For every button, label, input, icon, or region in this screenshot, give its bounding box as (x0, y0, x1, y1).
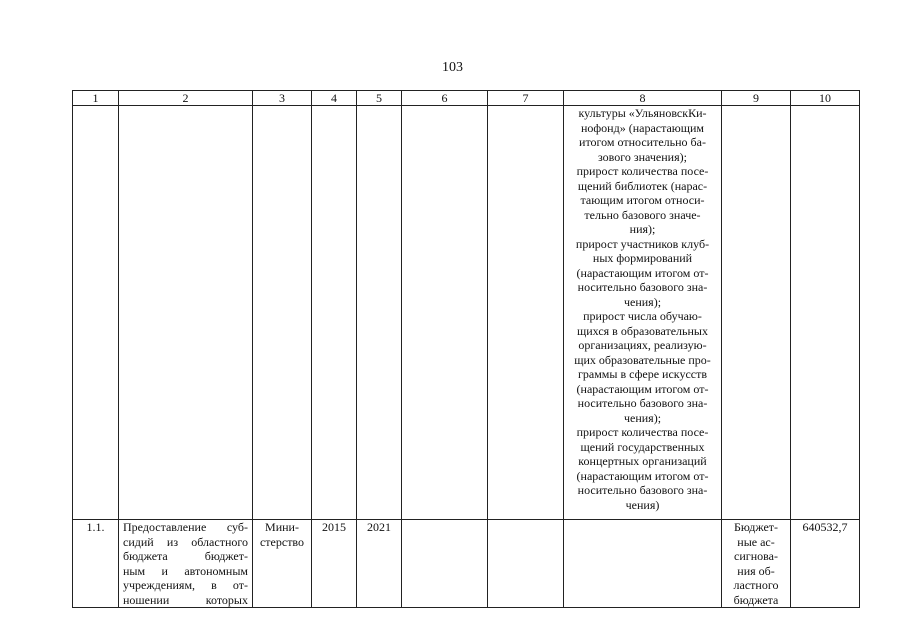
indicator-text-line: прирост числа обучаю- (583, 309, 702, 323)
indicator-text-line: прирост количества посе- (576, 164, 709, 178)
cell-col-1 (73, 106, 119, 520)
indicator-text-line: нофонд» (нарастающим (580, 120, 705, 135)
table-row-continued (73, 106, 860, 520)
funding-source-line: ния об- (737, 563, 775, 578)
header-col-4: 4 (312, 91, 357, 106)
indicator-text-line: итогом относительно ба- (579, 135, 706, 149)
indicator-text-line: ния); (629, 222, 656, 236)
executor-cell (253, 520, 312, 608)
indicator-text-line: носительно базового зна- (577, 396, 708, 410)
start-year: 2015 (312, 520, 357, 608)
funding-source-line: сигнова- (734, 549, 778, 563)
cell-col-8 (564, 520, 722, 608)
indicator-text-line: (нарастающим итогом от- (576, 265, 709, 280)
indicator-text-line: организациях, реализую- (578, 338, 707, 352)
funding-source-line: Бюджет- (733, 520, 779, 534)
description-text-line: бюджета бюджет- (123, 549, 248, 563)
indicator-text-line: щений библиотек (нарас- (577, 178, 708, 193)
indicator-text-line: щих образовательные про- (574, 352, 711, 367)
indicator-text-line: носительно базового зна- (577, 483, 708, 497)
cell-col-6 (402, 520, 488, 608)
program-table (72, 90, 860, 608)
header-col-5: 5 (357, 91, 402, 106)
cell-col-7 (488, 520, 564, 608)
row-number: 1.1. (73, 520, 119, 608)
indicators-cell (564, 106, 722, 520)
cell-col-3 (253, 106, 312, 520)
header-row (73, 91, 860, 106)
cell-col-7 (488, 106, 564, 520)
indicator-text-line: чения); (623, 294, 662, 309)
end-year: 2021 (357, 520, 402, 608)
cell-col-6 (402, 106, 488, 520)
funding-source (722, 520, 791, 608)
indicator-text-line: ных формирований (592, 251, 693, 265)
description-text-line: ным и автономным (123, 563, 248, 578)
cell-col-10 (791, 106, 860, 520)
indicator-text-line: концертных организаций (578, 454, 707, 468)
header-col-1: 1 (73, 91, 119, 106)
header-col-6: 6 (402, 91, 488, 106)
header-col-9: 9 (722, 91, 791, 106)
funding-source-line: ные ас- (737, 534, 775, 549)
header-col-3: 3 (253, 91, 312, 106)
cell-col-2 (119, 106, 253, 520)
executor-text-line: стерство (259, 534, 305, 549)
header-col-8: 8 (564, 91, 722, 106)
funding-amount: 640532,7 (791, 520, 860, 608)
funding-source-line: ластного (733, 578, 779, 592)
indicator-text-line: прирост участников клуб- (575, 236, 710, 251)
indicator-text-line: щений государственных (580, 439, 705, 454)
executor-text-line: Мини- (265, 520, 299, 534)
cell-col-5 (357, 106, 402, 520)
indicator-text-line: чения); (623, 410, 662, 425)
indicator-text-line: зового значения); (598, 149, 687, 164)
indicator-text-line: (нарастающим итогом от- (576, 381, 709, 396)
header-col-10: 10 (791, 91, 860, 106)
header-col-2: 2 (119, 91, 253, 106)
indicator-text-line: прирост количества посе- (576, 425, 709, 439)
description-text-line: Предоставление суб- (123, 520, 248, 534)
cell-col-9 (722, 106, 791, 520)
indicator-text-line: тельно базового значе- (584, 207, 701, 222)
indicator-text-line: граммы в сфере искусств (577, 367, 708, 381)
table-row-1-1 (73, 520, 860, 608)
page-number: 103 (442, 60, 463, 75)
indicator-text-line: тающим итогом относи- (580, 193, 705, 207)
funding-source-line: бюджета (733, 592, 779, 607)
indicator-text-line: щихся в образовательных (577, 323, 708, 338)
cell-col-4 (312, 106, 357, 520)
indicator-text-line: (нарастающим итогом от- (576, 468, 709, 483)
indicator-text-line: чения) (625, 497, 660, 512)
description-text-line: учреждениям, в от- (123, 578, 248, 592)
description-text-line: ношении которых (123, 592, 248, 607)
indicator-text-line: культуры «УльяновскКи- (578, 106, 707, 120)
header-col-7: 7 (488, 91, 564, 106)
activity-description (119, 520, 253, 608)
description-text-line: сидий из областного (123, 534, 248, 549)
indicator-text-line: носительно базового зна- (577, 280, 708, 294)
